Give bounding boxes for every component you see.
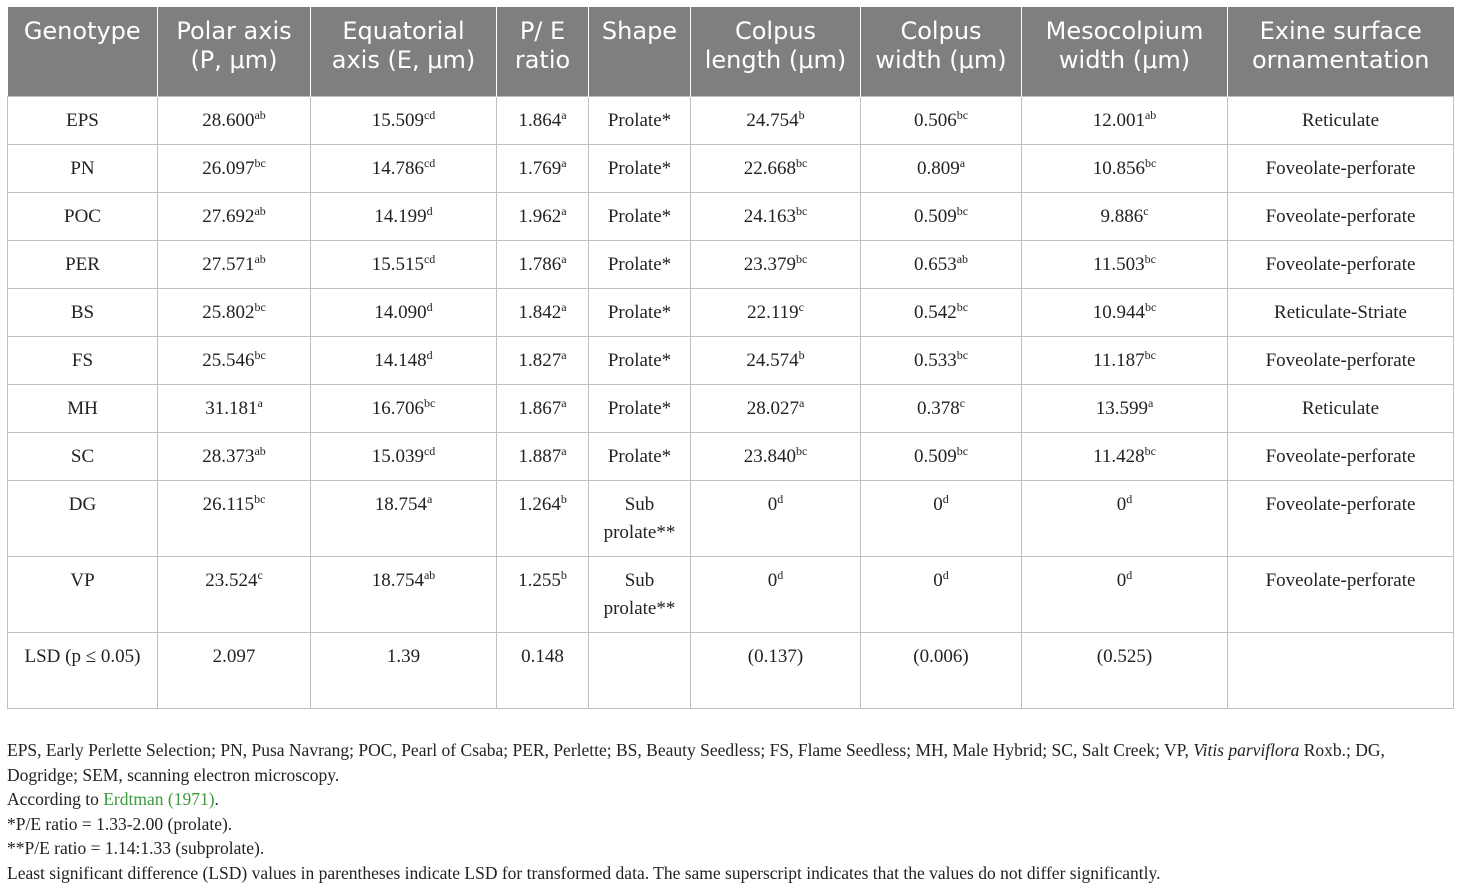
cell-colpus-width-value: 0.809 [916,157,960,179]
header-pe-ratio: P/ E ratio [497,7,589,96]
significance-superscript: d [942,567,949,582]
significance-superscript: d [777,567,784,582]
significance-superscript: bc [956,107,969,122]
cell-colpus-width [861,336,1022,384]
footnote-abbreviations [7,738,1457,787]
significance-superscript: bc [956,443,969,458]
cell-equatorial-axis [311,240,497,288]
significance-superscript: bc [956,299,969,314]
cell-exine-ornamentation-value: Foveolate-perforate [1265,205,1416,227]
cell-mesocolpium-width-value: 11.187 [1093,349,1145,371]
table-row [8,480,1454,556]
cell-genotype-value: POC [64,205,101,227]
table-row [8,288,1454,336]
cell-genotype-value: EPS [66,109,99,131]
cell-colpus-width-value: 0.506 [913,109,957,131]
significance-superscript: a [561,443,567,458]
cell-equatorial-axis-value: 18.754 [374,493,427,515]
cell-mesocolpium-width [1022,480,1228,556]
cell-mesocolpium-width [1022,96,1228,144]
cell-exine-ornamentation [1228,632,1454,708]
significance-superscript: bc [1144,155,1157,170]
cell-colpus-width [861,556,1022,632]
cell-mesocolpium-width-value: 12.001 [1092,109,1145,131]
cell-genotype-value: BS [70,301,95,323]
cell-mesocolpium-width [1022,288,1228,336]
cell-colpus-length [691,192,861,240]
cell-genotype-value: DG [68,493,97,515]
cell-pe-ratio [497,336,589,384]
cell-equatorial-axis [311,192,497,240]
footnote-prolate: *P/E ratio = 1.33-2.00 (prolate). [7,813,233,834]
cell-colpus-length-value: 0 [767,493,778,515]
cell-shape-value: Prolate* [607,157,672,179]
cell-colpus-width [861,96,1022,144]
significance-superscript: a [426,491,433,506]
header-polar-axis: Polar axis (P, μm) [158,7,311,96]
cell-pe-ratio [497,384,589,432]
cell-polar-axis [158,336,311,384]
cell-mesocolpium-width [1022,240,1228,288]
significance-superscript: bc [795,443,808,458]
cell-exine-ornamentation-value: Reticulate [1301,397,1380,419]
header-equatorial-axis: Equatorial axis (E, μm) [311,7,497,96]
cell-colpus-width-value: 0.542 [913,301,957,323]
footnote-abbrev-text-end: Roxb.; DG, Dogridge; SEM, scanning electron microscopy. [7,740,1385,785]
cell-colpus-length-value: 24.754 [746,109,799,131]
significance-superscript: c [1143,203,1149,218]
cell-polar-axis-value: 26.097 [202,157,255,179]
cell-colpus-width-value: 0 [933,493,943,515]
significance-superscript: bc [795,155,808,170]
significance-superscript: ab [956,251,969,266]
cell-shape-value: Prolate* [607,397,672,419]
cell-exine-ornamentation [1228,192,1454,240]
cell-shape [589,432,691,480]
cell-colpus-width-value: 0.653 [913,253,957,275]
cell-polar-axis-value: 27.692 [202,205,255,227]
significance-superscript: ab [1144,107,1157,122]
cell-polar-axis-value: 25.546 [202,349,255,371]
cell-pe-ratio-value: 1.867 [518,397,562,419]
significance-superscript: bc [254,491,266,506]
cell-pe-ratio-value: 1.842 [518,301,562,323]
cell-genotype [8,144,158,192]
significance-superscript: ab [254,203,266,218]
significance-superscript: a [561,299,567,314]
cell-mesocolpium-width [1022,556,1228,632]
cell-mesocolpium-width-value: 11.503 [1093,253,1145,275]
footnote-according [7,787,1457,812]
cell-pe-ratio [497,432,589,480]
cell-polar-axis [158,144,311,192]
cell-equatorial-axis-value: 16.706 [371,397,424,419]
cell-shape [589,144,691,192]
cell-mesocolpium-width-value: 11.428 [1093,445,1145,467]
cell-mesocolpium-width-value: (0.525) [1096,645,1153,667]
significance-superscript: bc [254,347,266,362]
cell-colpus-length [691,96,861,144]
cell-equatorial-axis [311,432,497,480]
cell-equatorial-axis [311,480,497,556]
significance-superscript: d [1126,567,1133,582]
cell-shape-value: Prolate* [607,349,672,371]
significance-superscript: d [426,299,433,314]
cell-equatorial-axis-value: 14.199 [374,205,427,227]
significance-superscript: bc [795,203,808,218]
cell-colpus-width [861,632,1022,708]
cell-polar-axis-value: 28.600 [202,109,255,131]
cell-equatorial-axis [311,384,497,432]
cell-genotype [8,288,158,336]
cell-genotype-value: SC [70,445,95,467]
header-genotype: Genotype [8,7,158,96]
significance-superscript: a [561,107,567,122]
cell-shape-value: Prolate* [607,109,672,131]
significance-superscript: ab [423,567,436,582]
cell-equatorial-axis [311,556,497,632]
significance-superscript: b [560,567,567,582]
cell-shape [589,480,691,556]
cell-colpus-length-value: 28.027 [746,397,799,419]
cell-genotype-value: PER [65,253,100,275]
significance-superscript: c [257,567,263,582]
table-row [8,192,1454,240]
cell-exine-ornamentation-value: Foveolate-perforate [1265,569,1416,591]
cell-exine-ornamentation-value: Foveolate-perforate [1265,157,1416,179]
significance-superscript: bc [1144,299,1157,314]
cell-pe-ratio-value: 1.255 [518,569,561,591]
cell-polar-axis [158,432,311,480]
cell-mesocolpium-width [1022,632,1228,708]
cell-colpus-length [691,432,861,480]
cell-polar-axis-value: 25.802 [202,301,255,323]
cell-equatorial-axis [311,288,497,336]
cell-polar-axis [158,384,311,432]
significance-superscript: b [798,347,805,362]
header-mesocolpium-width: Mesocolpium width (μm) [1022,7,1228,96]
cell-mesocolpium-width-value: 9.886 [1100,205,1144,227]
cell-colpus-length-value: 24.574 [746,349,799,371]
cell-equatorial-axis-value: 1.39 [386,645,421,667]
cell-shape [589,192,691,240]
significance-superscript: a [561,347,567,362]
table-row [8,96,1454,144]
cell-colpus-width-value: (0.006) [913,645,969,667]
cell-polar-axis-value: 2.097 [212,645,256,667]
cell-equatorial-axis-value: 15.039 [371,445,424,467]
cell-equatorial-axis-value: 15.515 [371,253,424,275]
cell-mesocolpium-width [1022,336,1228,384]
cell-colpus-length-value: (0.137) [747,645,804,667]
cell-polar-axis [158,288,311,336]
cell-polar-axis-value: 26.115 [202,493,255,515]
cell-polar-axis [158,240,311,288]
cell-exine-ornamentation-value: Foveolate-perforate [1265,253,1416,275]
cell-mesocolpium-width [1022,384,1228,432]
cell-colpus-width [861,288,1022,336]
significance-superscript: a [1147,395,1154,410]
cell-genotype-value: PN [70,157,95,179]
significance-superscript: d [777,491,784,506]
cell-polar-axis-value: 23.524 [205,569,258,591]
cell-genotype [8,384,158,432]
significance-superscript: bc [795,251,808,266]
significance-superscript: bc [1144,443,1156,458]
cell-pe-ratio [497,288,589,336]
cell-polar-axis [158,632,311,708]
cell-polar-axis [158,192,311,240]
cell-colpus-length-value: 24.163 [743,205,796,227]
cell-shape [589,336,691,384]
header-exine-ornamentation: Exine surface ornamentation [1228,7,1454,96]
cell-exine-ornamentation [1228,480,1454,556]
cell-pe-ratio-value: 0.148 [521,645,564,667]
cell-exine-ornamentation [1228,432,1454,480]
cell-exine-ornamentation-value: Foveolate-perforate [1265,349,1416,371]
cell-exine-ornamentation-value: Foveolate-perforate [1265,493,1416,515]
significance-superscript: c [798,299,804,314]
cell-shape [589,632,691,708]
cell-colpus-length-value: 22.119 [747,301,799,323]
cell-genotype [8,632,158,708]
significance-superscript: c [959,395,966,410]
cell-pe-ratio [497,96,589,144]
cell-shape-value: Prolate* [607,445,672,467]
cell-pe-ratio [497,556,589,632]
cell-colpus-width-value: 0.378 [916,397,960,419]
cell-colpus-width-value: 0.509 [913,205,957,227]
cell-colpus-length [691,556,861,632]
cell-colpus-width [861,480,1022,556]
cell-pe-ratio-value: 1.786 [518,253,562,275]
significance-superscript: a [561,251,567,266]
cell-pe-ratio [497,144,589,192]
cell-shape-value: Prolate* [607,205,672,227]
cell-exine-ornamentation [1228,96,1454,144]
table-row [8,384,1454,432]
table-row [8,632,1454,708]
cell-pe-ratio [497,240,589,288]
significance-superscript: cd [423,155,436,170]
cell-colpus-length [691,384,861,432]
cell-shape-value: Sub prolate** [603,493,676,543]
footnote-lsd: Least significant difference (LSD) values in parentheses indicate LSD for transformed data. The same superscript indicates that the values do not differ significantly. [7,862,1161,883]
significance-superscript: d [426,203,433,218]
significance-superscript: ab [254,443,266,458]
cell-colpus-length-value: 22.668 [743,157,796,179]
cell-pe-ratio-value: 1.827 [518,349,562,371]
header-row [8,7,1454,96]
significance-superscript: d [942,491,949,506]
cell-colpus-length-value: 23.379 [743,253,796,275]
cell-shape [589,240,691,288]
footnote-according-suffix: . [214,789,219,809]
significance-superscript: a [561,395,567,410]
cell-colpus-length [691,336,861,384]
cell-equatorial-axis-value: 15.509 [371,109,424,131]
cell-polar-axis [158,556,311,632]
cell-genotype [8,336,158,384]
table-row [8,240,1454,288]
cell-colpus-length [691,288,861,336]
significance-superscript: bc [254,299,266,314]
significance-superscript: bc [423,395,436,410]
significance-superscript: bc [1144,347,1156,362]
cell-mesocolpium-width-value: 13.599 [1095,397,1148,419]
significance-superscript: bc [1144,251,1156,266]
cell-shape-value: Prolate* [607,253,672,275]
cell-pe-ratio-value: 1.962 [518,205,562,227]
significance-superscript: bc [956,347,969,362]
cell-mesocolpium-width [1022,432,1228,480]
significance-superscript: a [257,395,263,410]
cell-equatorial-axis-value: 18.754 [371,569,424,591]
cell-colpus-width [861,432,1022,480]
significance-superscript: d [1126,491,1133,506]
significance-superscript: cd [423,251,436,266]
cell-polar-axis [158,96,311,144]
cell-genotype [8,96,158,144]
cell-pe-ratio [497,192,589,240]
significance-superscript: b [560,491,567,506]
cell-exine-ornamentation [1228,556,1454,632]
cell-exine-ornamentation-value: Foveolate-perforate [1265,445,1416,467]
cell-colpus-width-value: 0.533 [913,349,957,371]
cell-exine-ornamentation-value: Reticulate-Striate [1274,301,1407,323]
cell-equatorial-axis [311,336,497,384]
cell-exine-ornamentation [1228,144,1454,192]
significance-superscript: cd [423,443,436,458]
cell-colpus-width [861,144,1022,192]
cell-equatorial-axis-value: 14.786 [371,157,424,179]
significance-superscript: bc [956,203,969,218]
footnote-abbrev-text: EPS, Early Perlette Selection; PN, Pusa Navrang; POC, Pearl of Csaba; PER, Perlette; BS, Beauty Seedless; FS, Flame Seedless; MH, Male Hybrid; SC, Salt Creek; VP, [7,740,1194,760]
cell-polar-axis [158,480,311,556]
cell-colpus-width [861,192,1022,240]
cell-equatorial-axis-value: 14.148 [374,349,427,371]
header-shape: Shape [589,7,691,96]
cell-mesocolpium-width [1022,144,1228,192]
cell-genotype-value: LSD (p ≤ 0.05) [24,645,141,667]
cell-exine-ornamentation [1228,336,1454,384]
significance-superscript: ab [254,107,266,122]
cell-shape [589,384,691,432]
footnote-according-prefix: According to [7,789,104,809]
cell-pe-ratio-value: 1.887 [518,445,562,467]
table-row [8,336,1454,384]
data-table-container [7,7,1453,709]
cell-equatorial-axis [311,144,497,192]
footnote-species-name: Vitis parviflora [1193,740,1300,760]
significance-superscript: d [426,347,433,362]
cell-colpus-width [861,384,1022,432]
cell-colpus-length [691,144,861,192]
cell-exine-ornamentation [1228,240,1454,288]
cell-exine-ornamentation [1228,288,1454,336]
significance-superscript: cd [423,107,436,122]
cell-pe-ratio-value: 1.769 [518,157,562,179]
cell-genotype [8,192,158,240]
cell-colpus-width [861,240,1022,288]
cell-colpus-width-value: 0.509 [913,445,957,467]
significance-superscript: ab [254,251,266,266]
table-footnotes [7,738,1457,885]
cell-shape-value: Prolate* [607,301,672,323]
cell-polar-axis-value: 27.571 [202,253,255,275]
significance-superscript: bc [254,155,266,170]
cell-pe-ratio [497,632,589,708]
table-row [8,144,1454,192]
cell-colpus-length-value: 23.840 [743,445,796,467]
cell-equatorial-axis [311,96,497,144]
cell-exine-ornamentation-value: Reticulate [1301,109,1380,131]
cell-genotype-value: VP [70,569,95,591]
cell-mesocolpium-width [1022,192,1228,240]
cell-mesocolpium-width-value: 0 [1116,493,1127,515]
cell-colpus-length [691,480,861,556]
cell-polar-axis-value: 31.181 [205,397,258,419]
header-colpus-length: Colpus length (μm) [691,7,861,96]
cell-pe-ratio-value: 1.864 [518,109,562,131]
cell-mesocolpium-width-value: 0 [1116,569,1127,591]
cell-shape [589,556,691,632]
cell-genotype [8,432,158,480]
cell-exine-ornamentation [1228,384,1454,432]
pollen-morphology-table [7,7,1454,709]
cell-equatorial-axis [311,632,497,708]
cell-pe-ratio-value: 1.264 [518,493,561,515]
header-colpus-width: Colpus width (μm) [861,7,1022,96]
footnote-subprolate: **P/E ratio = 1.14:1.33 (subprolate). [7,838,265,858]
cell-genotype-value: FS [71,349,94,371]
significance-superscript: a [959,155,966,170]
cell-pe-ratio [497,480,589,556]
cell-genotype [8,556,158,632]
cell-shape [589,96,691,144]
cell-genotype-value: MH [67,397,98,419]
cell-polar-axis-value: 28.373 [202,445,255,467]
cell-shape [589,288,691,336]
significance-superscript: a [561,203,567,218]
cell-mesocolpium-width-value: 10.856 [1092,157,1145,179]
cell-mesocolpium-width-value: 10.944 [1092,301,1145,323]
significance-superscript: a [798,395,805,410]
table-body [8,96,1454,708]
cell-colpus-width-value: 0 [933,569,943,591]
table-row [8,556,1454,632]
table-row [8,432,1454,480]
significance-superscript: b [798,107,805,122]
cell-colpus-length [691,632,861,708]
cell-shape-value: Sub prolate** [603,569,676,619]
cell-genotype [8,480,158,556]
cell-genotype [8,240,158,288]
citation-link[interactable]: Erdtman (1971) [103,789,215,809]
cell-equatorial-axis-value: 14.090 [374,301,427,323]
cell-colpus-length [691,240,861,288]
cell-colpus-length-value: 0 [767,569,778,591]
significance-superscript: a [561,155,567,170]
